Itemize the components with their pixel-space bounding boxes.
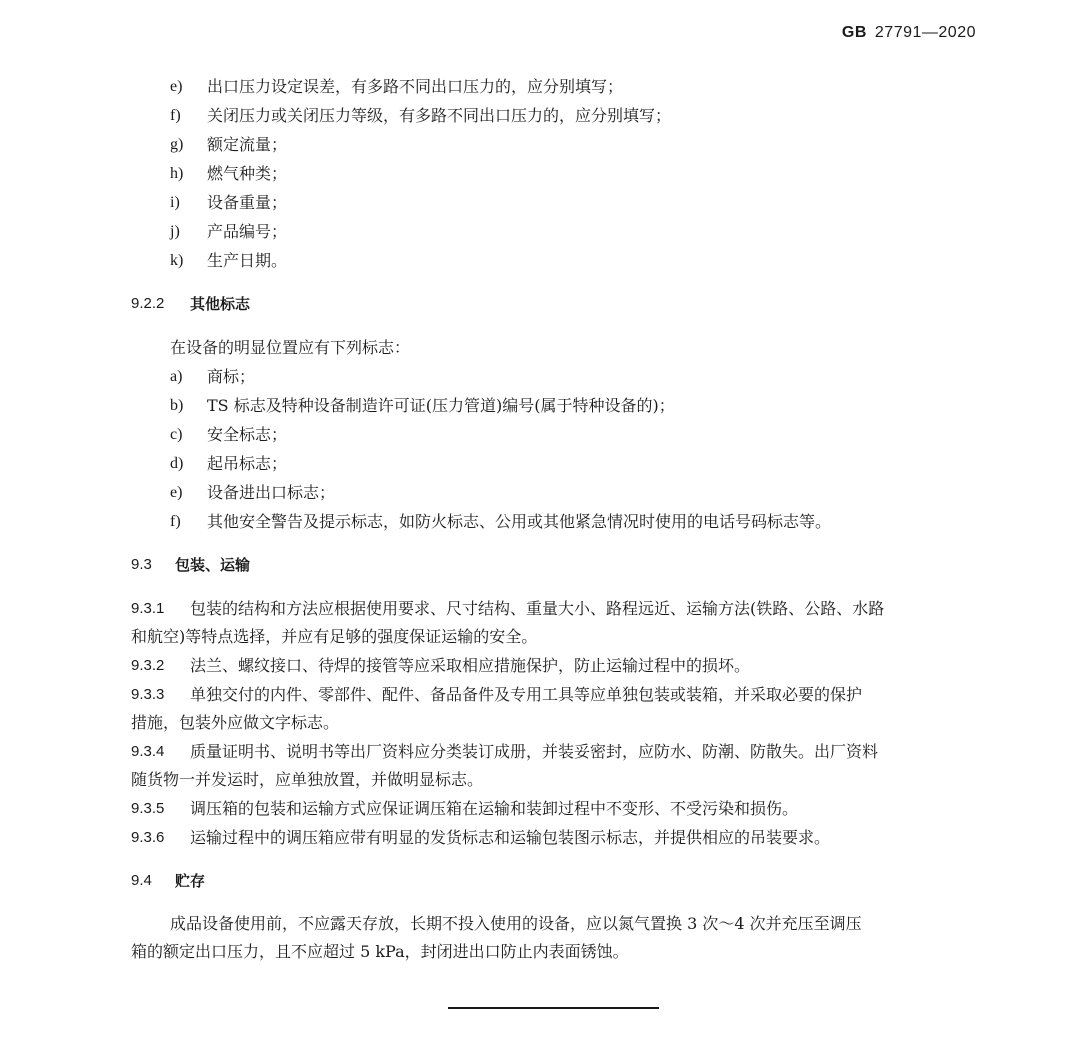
paragraph-number: 9.3.6 [131,829,165,846]
paragraph-text: 调压箱的包装和运输方式应保证调压箱在运输和装卸过程中不变形、不受污染和损伤。 [190,799,799,818]
list-text: 安全标志； [207,425,288,444]
paragraph-text: 随货物一并发运时，应单独放置，并做明显标志。 [131,770,484,789]
paragraph-text: 和航空)等特点选择，并应有足够的强度保证运输的安全。 [131,627,538,646]
list-text: 关闭压力或关闭压力等级，有多路不同出口压力的，应分别填写； [207,106,672,125]
list-text: 商标； [207,367,256,386]
paragraph-number: 9.3.1 [131,600,165,617]
standard-prefix: GB [841,24,867,41]
list-marker: a) [170,368,183,385]
paragraph-text: 包装的结构和方法应根据使用要求、尺寸结构、重量大小、路程远近、运输方法(铁路、公路、水路 [190,599,885,618]
list-marker: d) [170,455,184,472]
list-text: 设备重量； [207,193,288,212]
list-text: 出口压力设定误差，有多路不同出口压力的，应分别填写； [207,77,624,96]
list-text: 起吊标志； [207,454,288,473]
section-number: 9.4 [131,872,152,889]
paragraph-number: 9.3.4 [131,743,165,760]
intro-text: 在设备的明显位置应有下列标志： [170,338,411,357]
list-marker: h) [170,165,184,182]
paragraph-text: 单独交付的内件、零部件、配件、备品备件及专用工具等应单独包装或装箱，并采取必要的保护 [190,685,863,704]
list-marker: c) [170,426,183,443]
list-text: 额定流量； [207,135,288,154]
list-text: 燃气种类； [207,164,288,183]
list-text: 其他安全警告及提示标志，如防火标志、公用或其他紧急情况时使用的电话号码标志等。 [207,512,832,531]
section-title: 包装、运输 [175,556,251,574]
section-number: 9.2.2 [131,295,165,312]
paragraph-text: 箱的额定出口压力，且不应超过 5 kPa，封闭进出口防止内表面锈蚀。 [131,942,629,961]
list-marker: e) [170,78,183,95]
list-marker: f) [170,107,181,124]
paragraph-text: 成品设备使用前，不应露天存放，长期不投入使用的设备，应以氮气置换 3 次～4 次并充压至调压 [170,914,862,933]
list-marker: b) [170,397,184,414]
section-title: 其他标志 [190,295,251,313]
paragraph-text: 运输过程中的调压箱应带有明显的发货标志和运输包装图示标志，并提供相应的吊装要求。 [190,828,831,847]
list-text: TS 标志及特种设备制造许可证(压力管道)编号(属于特种设备的)； [207,396,675,415]
list-text: 产品编号； [207,222,288,241]
paragraph-number: 9.3.2 [131,657,165,674]
section-number: 9.3 [131,556,152,573]
footer-rule [448,1007,659,1009]
list-text: 设备进出口标志； [207,483,336,502]
list-marker: j) [170,223,180,240]
list-marker: f) [170,513,181,530]
list-marker: g) [170,136,184,153]
standard-header [842,24,976,42]
paragraph-text: 质量证明书、说明书等出厂资料应分类装订成册，并装妥密封，应防水、防潮、防散失。出厂资料 [190,742,879,761]
list-text: 生产日期。 [207,251,288,270]
paragraph-text: 措施，包装外应做文字标志。 [131,713,340,732]
paragraph-number: 9.3.3 [131,686,165,703]
list-marker: k) [170,252,184,269]
list-marker: e) [170,484,183,501]
list-marker: i) [170,194,180,211]
standard-number: 27791—2020 [874,24,976,41]
section-title: 贮存 [175,872,206,890]
paragraph-text: 法兰、螺纹接口、待焊的接管等应采取相应措施保护，防止运输过程中的损坏。 [190,656,751,675]
paragraph-number: 9.3.5 [131,800,165,817]
